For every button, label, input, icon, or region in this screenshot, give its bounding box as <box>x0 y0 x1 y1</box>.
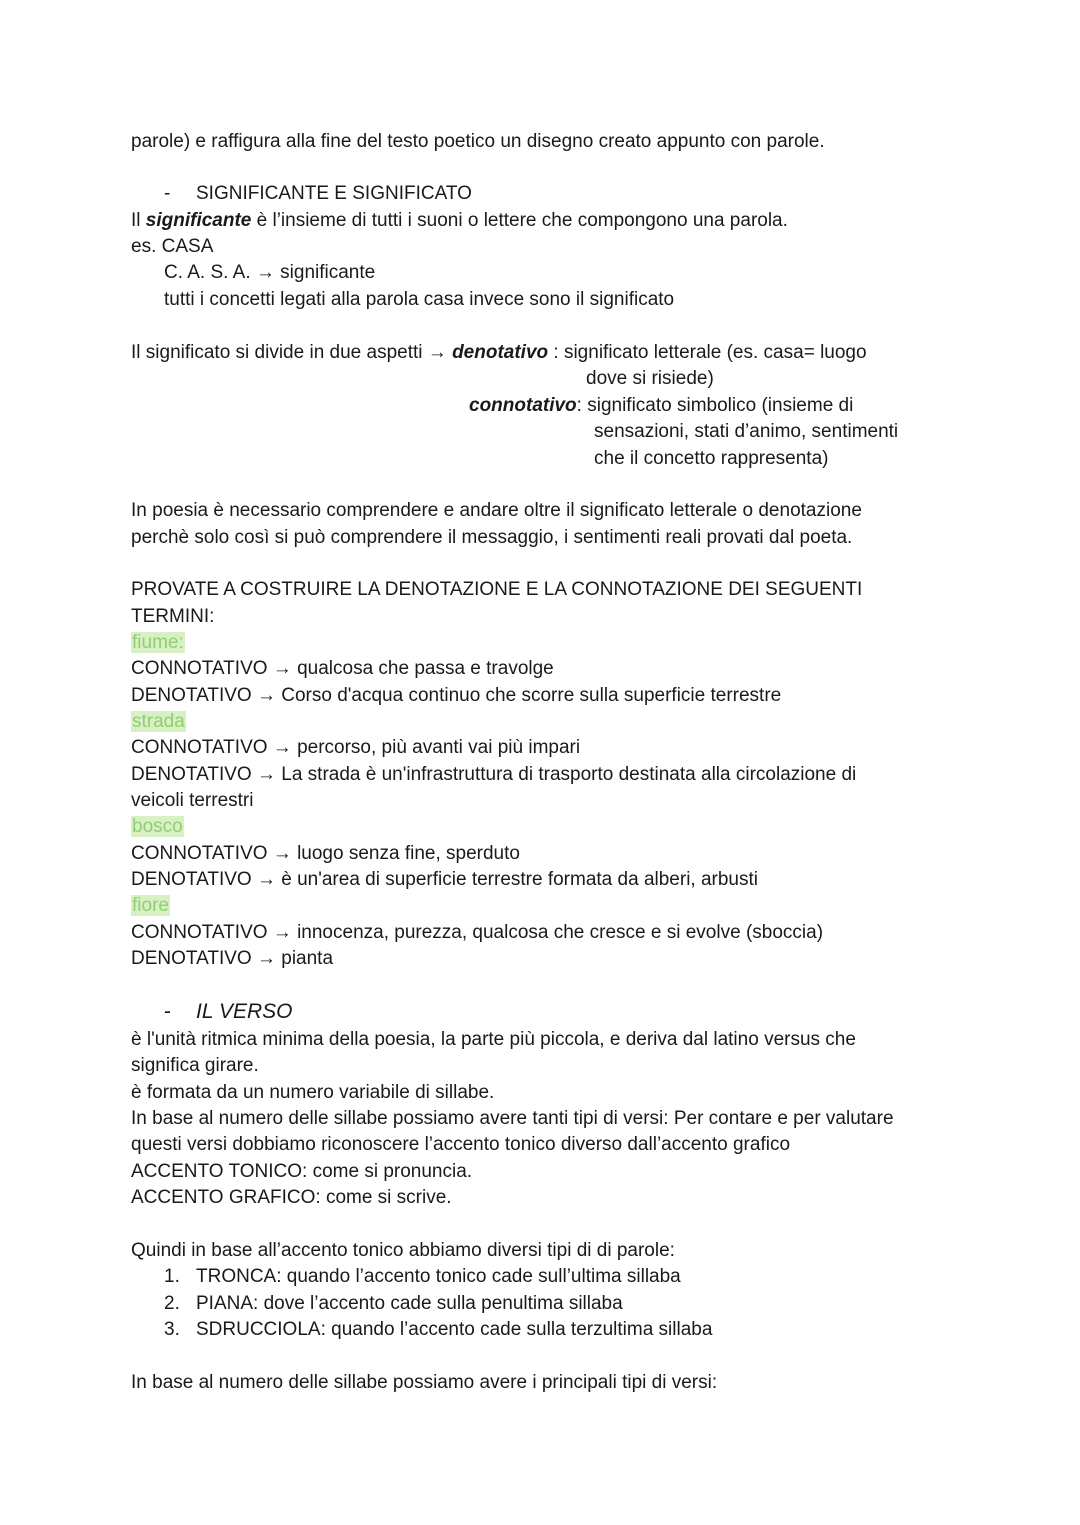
closing-line: In base al numero delle sillabe possiamo avere i principali tipi di versi: <box>131 1372 718 1393</box>
connotativo-def-3: che il concetto rappresenta) <box>594 448 829 469</box>
verso-line-7: ACCENTO GRAFICO: come si scrive. <box>131 1187 452 1208</box>
example-line-1: C. A. S. A. → significante <box>164 262 376 283</box>
term-fiume: fiume: <box>132 632 184 653</box>
verso-line-2: significa girare. <box>131 1055 259 1076</box>
exercise-title-line-1: PROVATE A COSTRUIRE LA DENOTAZIONE E LA CONNOTAZIONE DEI SEGUENTI <box>131 579 863 600</box>
connotativo-term: connotativo <box>469 395 577 416</box>
bosco-connotativo: CONNOTATIVO → luogo senza fine, sperduto <box>131 843 520 864</box>
type-number-1: 1. <box>164 1266 180 1287</box>
section1-heading: SIGNIFICANTE E SIGNIFICATO <box>196 183 472 204</box>
fiume-connotativo: CONNOTATIVO → qualcosa che passa e travolge <box>131 658 554 679</box>
type-number-2: 2. <box>164 1293 180 1314</box>
section2-heading: IL VERSO <box>196 1000 293 1023</box>
term-fiore: fiore <box>132 895 169 916</box>
type-tronca: TRONCA: quando l’accento tonico cade sull’ultima sillaba <box>196 1266 681 1287</box>
denotativo-def-2: dove si risiede) <box>586 368 714 389</box>
section1-bullet: - <box>164 183 171 204</box>
fiore-denotativo: DENOTATIVO → pianta <box>131 948 334 969</box>
poetry-para-line-2: perchè solo così si può comprendere il messaggio, i sentimenti reali provati dal poeta. <box>131 527 853 548</box>
strada-connotativo: CONNOTATIVO → percorso, più avanti vai più impari <box>131 737 581 758</box>
aspects-lead: Il significato si divide in due aspetti → denotativo : significato letterale (es. casa= luogo <box>131 342 867 363</box>
significante-term: significante <box>145 210 252 231</box>
verso-line-5: questi versi dobbiamo riconoscere l’accento tonico diverso dall’accento grafico <box>131 1134 791 1155</box>
verso-line-4: In base al numero delle sillabe possiamo avere tanti tipi di versi: Per contare e per valutare <box>131 1108 894 1129</box>
type-piana: PIANA: dove l’accento cade sulla penultima sillaba <box>196 1293 623 1314</box>
verso-line-6: ACCENTO TONICO: come si pronuncia. <box>131 1161 473 1182</box>
connotativo-line: connotativo: significato simbolico (insieme di <box>469 395 854 416</box>
bosco-denotativo: DENOTATIVO → è un'area di superficie terrestre formata da alberi, arbusti <box>131 869 758 890</box>
significante-definition: Il significante è l’insieme di tutti i suoni o lettere che compongono una parola. <box>131 210 788 231</box>
section2-bullet: - <box>164 1000 171 1023</box>
fiume-denotativo: DENOTATIVO → Corso d'acqua continuo che scorre sulla superficie terrestre <box>131 685 782 706</box>
term-bosco: bosco <box>132 816 183 837</box>
verso-line-1: è l'unità ritmica minima della poesia, la parte più piccola, e deriva dal latino versus che <box>131 1029 856 1050</box>
intro-line: parole) e raffigura alla fine del testo poetico un disegno creato appunto con parole. <box>131 131 825 152</box>
type-number-3: 3. <box>164 1319 180 1340</box>
example-label: es. CASA <box>131 236 214 257</box>
fiore-connotativo: CONNOTATIVO → innocenza, purezza, qualcosa che cresce e si evolve (sboccia) <box>131 922 824 943</box>
type-sdrucciola: SDRUCCIOLA: quando l’accento cade sulla terzultima sillaba <box>196 1319 713 1340</box>
term-strada: strada <box>132 711 185 732</box>
exercise-title-line-2: TERMINI: <box>131 606 215 627</box>
poetry-para-line-1: In poesia è necessario comprendere e andare oltre il significato letterale o denotazione <box>131 500 862 521</box>
denotativo-term: denotativo <box>452 342 549 363</box>
verso-line-3: è formata da un numero variabile di sillabe. <box>131 1082 495 1103</box>
strada-denotativo-cont: veicoli terrestri <box>131 790 254 811</box>
strada-denotativo: DENOTATIVO → La strada è un'infrastruttura di trasporto destinata alla circolazione di <box>131 764 857 785</box>
types-intro: Quindi in base all’accento tonico abbiamo diversi tipi di di parole: <box>131 1240 675 1261</box>
connotativo-def-2: sensazioni, stati d’animo, sentimenti <box>594 421 899 442</box>
example-line-2: tutti i concetti legati alla parola casa invece sono il significato <box>164 289 675 310</box>
